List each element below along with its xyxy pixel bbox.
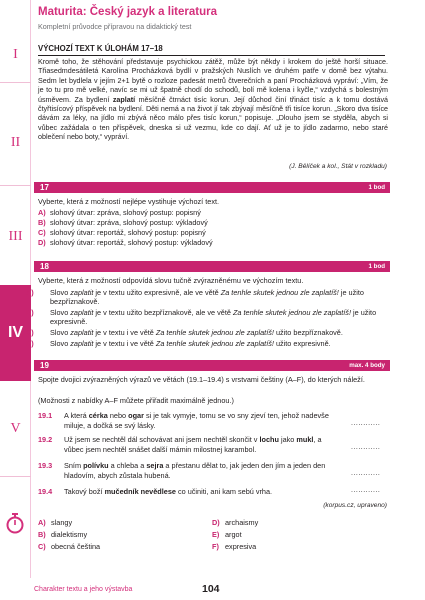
task-18-instruction: Vyberte, která z možností odpovídá slovu tučně zvýrazněnému ve výchozím textu. bbox=[38, 276, 304, 285]
item-number: 19.3 bbox=[38, 461, 53, 470]
source-citation: (J. Bělíček a kol., Stát v rozkladu) bbox=[289, 163, 387, 170]
item-text-part: , a vůbec jsem nechtěl snášet další mámin milostnej karambol. bbox=[64, 435, 322, 454]
task-19-instruction: Spojte dvojici zvýrazněných výrazů ve větách (19.1–19.4) s vrstvami češtiny (A–F), do kterých náleží. bbox=[38, 375, 365, 384]
item-highlight: lochu bbox=[259, 435, 279, 444]
option-text: je v textu i ve větě bbox=[93, 328, 156, 337]
item-text bbox=[64, 461, 336, 480]
option-text: slohový útvar: reportáž, slohový postup: výkladový bbox=[50, 238, 213, 247]
source-heading: VÝCHOZÍ TEXT K ÚLOHÁM 17–18 bbox=[38, 44, 385, 56]
item-text-part: Už jsem se nechtěl dál schovávat ani jsem nechtěl skončit v bbox=[64, 435, 260, 444]
option-italic-word: zaplatit bbox=[70, 328, 94, 337]
answer-text: argot bbox=[225, 530, 242, 539]
item-number: 19.2 bbox=[38, 435, 53, 444]
sidebar-section-2[interactable]: II bbox=[10, 135, 21, 150]
option-letter: D) bbox=[26, 339, 34, 348]
answer-letter: B) bbox=[38, 530, 46, 539]
item-text bbox=[64, 435, 336, 454]
option-text: Slovo bbox=[50, 328, 71, 337]
book-subtitle: Kompletní průvodce přípravou na didaktický test bbox=[38, 22, 192, 31]
answer-text: expresiva bbox=[225, 542, 257, 551]
task-18-option-a[interactable] bbox=[26, 288, 383, 307]
task-number: 19 bbox=[40, 361, 49, 370]
option-text: je užito bezpříznakově. bbox=[50, 288, 364, 307]
sidebar-divider bbox=[0, 476, 31, 477]
sidebar-divider bbox=[0, 185, 31, 186]
page-number: 104 bbox=[202, 583, 220, 595]
item-text-part: a chleba a bbox=[108, 461, 147, 470]
answer-text: obecná čeština bbox=[51, 542, 101, 551]
item-text-part: A která bbox=[64, 411, 89, 420]
source-text-part1: Kromě toho, že stěhování představuje psychickou zátěž, může být někdy i krokem do ještě horší situace. Třiasedmdesátiletá Karolína Procházková bydlí v pražských Nuslích ve druhém patře v domě bez výtahu. Sedm let bydlela v jejím 2+1 bytě o rozloze padesát metrů čtverečních a paní Procházková vypráví: „Vím, že je to tu pro mě velké, navíc se mi už špatně chodí do schodů, bolí mě kolena i kyčle,“ vzdychá s bolestným úsměvem. Za bydlení bbox=[38, 58, 388, 104]
answer-letter: A) bbox=[38, 518, 46, 527]
option-italic-sentence: Za tenhle skutek jednou zle zaplatíš! bbox=[220, 288, 339, 297]
sidebar-divider bbox=[0, 82, 31, 83]
option-letter: C) bbox=[38, 228, 46, 237]
task-18-option-d[interactable] bbox=[26, 339, 383, 348]
answer-text: archaismy bbox=[225, 518, 259, 527]
option-italic-word: zaplatit bbox=[70, 339, 94, 348]
option-text: užito expresivně. bbox=[273, 339, 331, 348]
item-number: 19.4 bbox=[38, 487, 53, 496]
task-17-header bbox=[34, 182, 390, 193]
answer-blank-19-3[interactable]: ............ bbox=[351, 470, 381, 477]
item-highlight: mukl bbox=[296, 435, 314, 444]
task-18-option-b[interactable] bbox=[26, 308, 383, 327]
option-text: je v textu i ve větě bbox=[93, 339, 156, 348]
stopwatch-icon bbox=[5, 512, 25, 534]
option-text: užito bezpříznakově. bbox=[273, 328, 343, 337]
option-text: slohový útvar: reportáž, slohový postup: popisný bbox=[50, 228, 206, 237]
answer-blank-19-2[interactable]: ............ bbox=[351, 444, 381, 451]
task-number: 18 bbox=[40, 262, 49, 271]
option-text: Slovo bbox=[50, 288, 71, 297]
item-text-part: a přestanu dělat to, jak jeden den jím a jeden den hladovím, abych zůstala hubená. bbox=[64, 461, 326, 480]
option-italic-word: zaplatit bbox=[70, 308, 94, 317]
option-letter: A) bbox=[38, 208, 46, 217]
answer-blank-19-1[interactable]: ............ bbox=[351, 420, 381, 427]
footer-section-label: Charakter textu a jeho výstavba bbox=[34, 586, 133, 593]
task-points: 1 bod bbox=[368, 263, 385, 270]
answer-letter: F) bbox=[212, 542, 219, 551]
option-letter: D) bbox=[38, 238, 46, 247]
answer-letter: C) bbox=[38, 542, 46, 551]
item-number: 19.1 bbox=[38, 411, 53, 420]
answer-option-d bbox=[212, 518, 258, 528]
item-highlight: ogar bbox=[128, 411, 144, 420]
option-letter: B) bbox=[26, 308, 34, 317]
item-text bbox=[64, 411, 336, 430]
source-text-part2: měsíčně čtrnáct tisíc korun. Její důchod činí třináct tisíc a k tomu dostává čtyřtisícový příspěvek na bydlení. Děti nemá a na život jí tak zbývají měsíčně tři tisíce korun. „Skoro dva tisíce dávám za léky, na jídlo mi zbývá něco málo přes tisíc korun,“ popisuje. „Dlouho jsem se styděla, abych si vůbec zažádala o ten příspěvek, dneska si už vezmu, kde co dají. Ať už je to jídlo zadarmo, nebo staré oblečení nebo boty,“ vypráví. bbox=[38, 95, 389, 142]
task-18-option-c[interactable] bbox=[26, 328, 383, 337]
task-19-header bbox=[34, 360, 390, 371]
answer-letter: D) bbox=[212, 518, 220, 527]
option-text: je v textu užito bezpříznakově, ale ve větě bbox=[93, 308, 233, 317]
item-text-part: Sním bbox=[64, 461, 84, 470]
answer-option-f bbox=[212, 542, 256, 552]
item-text-part: Takový boží bbox=[64, 487, 105, 496]
option-letter: B) bbox=[38, 218, 46, 227]
answer-option-c bbox=[38, 542, 100, 552]
book-title: Maturita: Český jazyk a literatura bbox=[38, 6, 217, 18]
answer-option-a bbox=[38, 518, 72, 528]
item-highlight: mučedník nevědlese bbox=[104, 487, 176, 496]
option-letter: A) bbox=[26, 288, 34, 297]
task-19-source: (korpus.cz, upraveno) bbox=[323, 502, 387, 509]
task-points: 1 bod bbox=[368, 184, 385, 191]
source-paragraph bbox=[38, 58, 388, 143]
task-18-header bbox=[34, 261, 390, 272]
sidebar-section-1[interactable]: I bbox=[13, 47, 18, 62]
option-text: je užito expresivně. bbox=[50, 308, 377, 327]
option-italic-sentence: Za tenhle skutek jednou zle zaplatíš! bbox=[155, 339, 274, 348]
item-highlight: polívku bbox=[83, 461, 109, 470]
answer-option-e bbox=[212, 530, 242, 540]
answer-text: slangy bbox=[51, 518, 73, 527]
option-text: Slovo bbox=[50, 308, 71, 317]
option-italic-sentence: Za tenhle skutek jednou zle zaplatíš! bbox=[232, 308, 351, 317]
item-text-part: si je tak vymyje, tomu se vo sny zjeví ten, jehož nadevše miluje, a dočká se svý lásky. bbox=[64, 411, 329, 430]
answer-option-b bbox=[38, 530, 87, 540]
item-highlight: cérka bbox=[88, 411, 108, 420]
task-17-option-c[interactable] bbox=[38, 228, 383, 237]
task-19-note: (Možnosti z nabídky A–F můžete přiřadit maximálně jednou.) bbox=[38, 396, 234, 405]
option-text: slohový útvar: zpráva, slohový postup: popisný bbox=[50, 208, 201, 217]
item-highlight: sejra bbox=[146, 461, 164, 470]
task-points: max. 4 body bbox=[349, 362, 385, 369]
option-italic-sentence: Za tenhle skutek jednou zle zaplatíš! bbox=[155, 328, 274, 337]
sidebar-section-5[interactable]: V bbox=[10, 421, 21, 436]
option-text: slohový útvar: zpráva, slohový postup: výkladový bbox=[50, 218, 208, 227]
option-text: Slovo bbox=[50, 339, 71, 348]
source-highlight-word: zaplatí bbox=[112, 95, 136, 104]
sidebar-section-3[interactable]: III bbox=[8, 229, 23, 244]
option-text: je v textu užito expresivně, ale ve větě bbox=[93, 288, 221, 297]
answer-letter: E) bbox=[212, 530, 220, 539]
task-17-option-a[interactable] bbox=[38, 208, 383, 217]
sidebar-section-4-active[interactable]: IV bbox=[0, 285, 31, 381]
item-text-part: co učiniti, ani kam sebú vrha. bbox=[175, 487, 273, 496]
answer-blank-19-4[interactable]: ............ bbox=[351, 487, 381, 494]
task-17-option-d[interactable] bbox=[38, 238, 383, 247]
task-17-option-b[interactable] bbox=[38, 218, 383, 227]
task-number: 17 bbox=[40, 183, 49, 192]
answer-text: dialektismy bbox=[51, 530, 88, 539]
item-text-part: jako bbox=[278, 435, 297, 444]
item-text bbox=[64, 487, 336, 497]
item-text-part: nebo bbox=[107, 411, 129, 420]
task-17-instruction: Vyberte, která z možností nejlépe vystihuje výchozí text. bbox=[38, 197, 220, 206]
option-letter: C) bbox=[26, 328, 34, 337]
option-italic-word: zaplatit bbox=[70, 288, 94, 297]
